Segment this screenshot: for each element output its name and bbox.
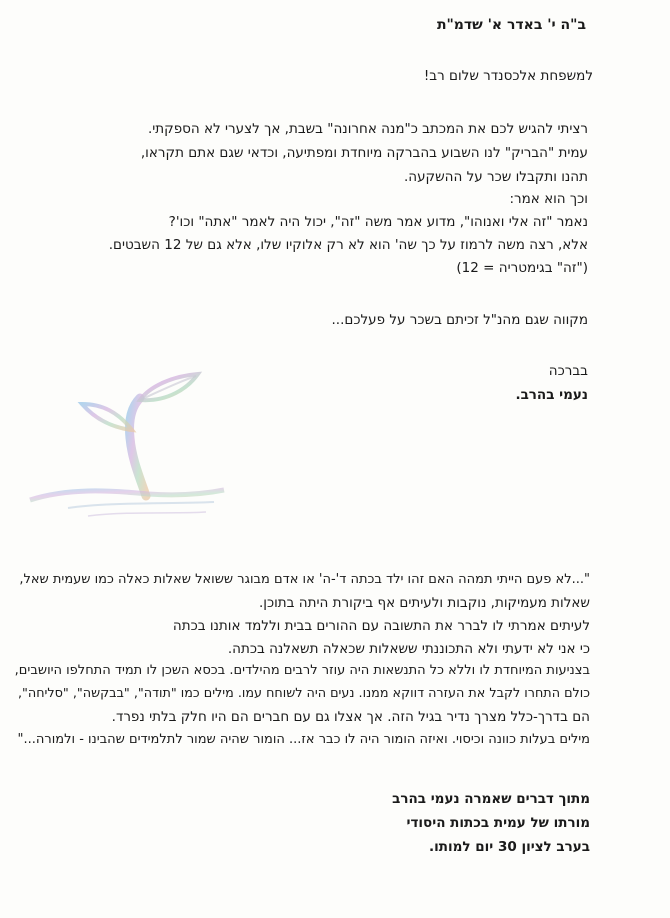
hope-line: מקווה שגם מהנ"ל זכיתם בשכר על פעלכם... [331, 312, 588, 328]
quote-line: לעיתים אמרתי לו לברר את התשובה עם ההורים בבית וללמד אותנו בכתה [172, 618, 590, 634]
letter-line: עמית "הבריק" לנו השבוע בהברקה מיוחדת ומפתיעה, וכדאי שגם אתם תקראו, [140, 145, 588, 161]
greeting: למשפחת אלכסנדר שלום רב! [423, 68, 593, 84]
closing-line: מורתו של עמית בכתות היסודי [406, 815, 590, 831]
blessing: בברכה [548, 363, 588, 379]
closing-line: מתוך דברים שאמרה נעמי בהרב [392, 791, 590, 807]
quote-line: הם בדרך-כלל מצרך נדיר בגיל הזה. אך אצלו גם עם חברים הם היו חלק בלתי נפרד. [111, 709, 590, 725]
quote-line: בצניעות המיוחדת לו וללא כל התנשאות היה עוזר לרבים מהילדים. בכסא השכן לו תמיד התחלפו היושבים, [14, 663, 590, 678]
quote-line: כי אני לא ידעתי ולא התכוננתי ששאלות שכאלה תשאלנה בכתה. [227, 641, 590, 657]
letter-line: תהנו ותקבלו שכר על ההשקעה. [403, 169, 588, 185]
quote-line: מילים בעלות כוונה וכיסוי. ואיזה הומור היה לו כבר אז... הומור שהיה שמור לתלמידים שהבינו - ולמורה..." [17, 732, 590, 747]
letter-line: רציתי להגיש לכם את המכתב כ"מנה אחרונה" בשבת, אך לצערי לא הספקתי. [147, 121, 588, 137]
letter-date: ב"ה י' באדר א' שדמ"ת [436, 17, 586, 33]
letter-line: וכך הוא אמר: [509, 191, 588, 207]
quote-line: כולם התחרו לקבל את העזרה דווקא ממנו. נעים היה לשוחח עמו. מילים כמו "תודה", "בבקשה", "סליחה", [17, 686, 590, 701]
sprout-illustration [28, 368, 228, 523]
closing-line: בערב לציון 30 יום למותו. [429, 839, 590, 855]
letter-line: אלא, רצה משה לרמוז על כך שה' הוא לא רק אלוקיו שלו, אלא גם של 12 השבטים. [108, 237, 588, 253]
quote-line: שאלות מעמיקות, נוקבות ולעיתים אף ביקורת היתה בתוכן. [259, 595, 590, 611]
quote-line: "...לא פעם הייתי תמהה האם זהו ילד בכתה ד'-ה' או אדם מבוגר ששואל שאלות כאלה כמו שעמית שאל, [19, 572, 590, 587]
letter-line: ("זה" בגימטריה = 12) [456, 260, 588, 276]
letter-line: נאמר "זה אלי ואנוהו", מדוע אמר משה "זה", יכול היה לאמר "אתה" וכו'? [168, 214, 588, 230]
signature: נעמי בהרב. [515, 387, 588, 403]
